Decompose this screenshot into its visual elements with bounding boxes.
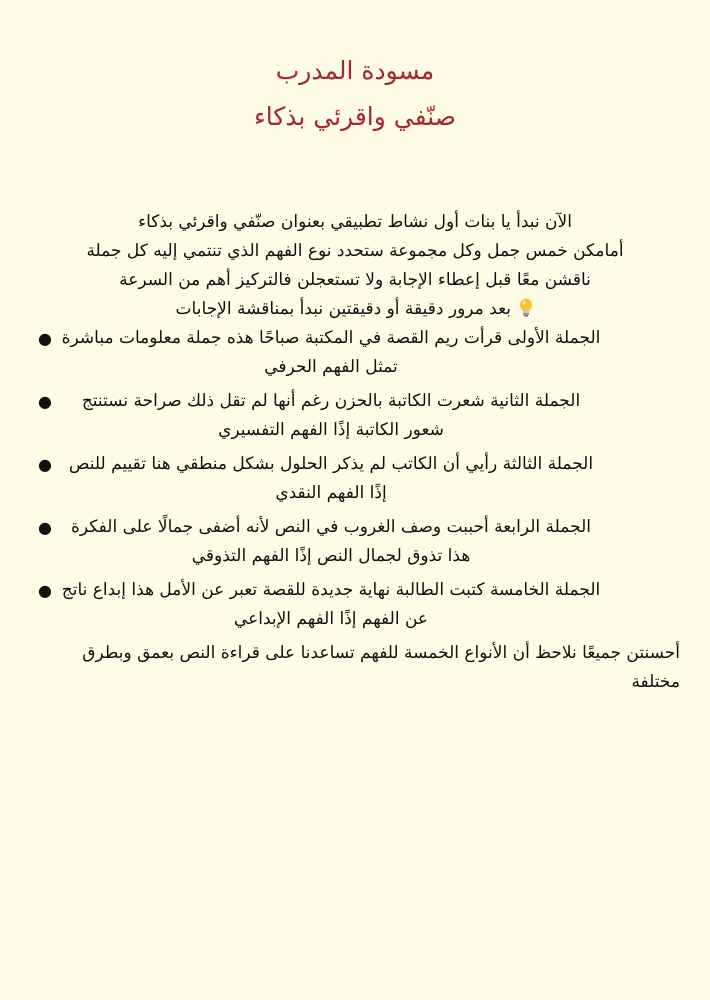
bullet-icon: ●: [38, 581, 52, 600]
intro-line: ناقشن معًا قبل إعطاء الإجابة ولا تستعجلن فالتركيز أهم من السرعة: [119, 270, 591, 290]
bullet-icon: ●: [38, 392, 52, 411]
tip-text: بعد مرور دقيقة أو دقيقتين نبدأ بمناقشة الإجابات: [175, 299, 512, 319]
bullet-icon: ●: [38, 329, 52, 348]
bullet-icon: ●: [38, 518, 52, 537]
sentence-text: الجملة الأولى قرأت ريم القصة في المكتبة صباحًا هذه جملة معلومات مباشرة تمثل الفهم الحرفي: [61, 328, 601, 377]
intro-line: الآن نبدأ يا بنات أول نشاط تطبيقي بعنوان صنّفي واقرئي بذكاء: [138, 212, 572, 232]
list-item: [38, 513, 602, 576]
lightbulb-icon: [518, 298, 534, 318]
sentence-text: الجملة الرابعة أحببت وصف الغروب في النص لأنه أضفى جمالًا على الفكرة هذا تذوق لجمال النص إذًا الفهم التذوقي: [70, 517, 592, 566]
sentence-list: [30, 324, 680, 639]
intro-line: أمامكن خمس جمل وكل مجموعة ستحدد نوع الفهم الذي تنتمي إليه كل جملة: [86, 241, 624, 261]
list-item: [38, 324, 602, 387]
tip-line: [45, 295, 665, 324]
sentence-text: الجملة الثانية شعرت الكاتبة بالحزن رغم أنها لم تقل ذلك صراحة نستنتج شعور الكاتبة إذًا الفهم التفسيري: [81, 391, 581, 440]
document-header: [30, 48, 680, 140]
header-title: مسودة المدرب: [275, 56, 435, 85]
closing-paragraph: أحسنتن جميعًا نلاحظ أن الأنواع الخمسة للفهم تساعدنا على قراءة النص بعمق وبطرق مختلفة: [82, 643, 680, 692]
intro-paragraphs: [45, 208, 665, 324]
document-body: [30, 208, 680, 697]
sentence-text: الجملة الخامسة كتبت الطالبة نهاية جديدة للقصة تعبر عن الأمل هذا إبداع ناتج عن الفهم إذًا الفهم الإبداعي: [61, 580, 601, 629]
list-item: [38, 576, 602, 639]
list-item: [38, 450, 602, 513]
bullet-icon: ●: [38, 455, 52, 474]
sentence-text: الجملة الثالثة رأيي أن الكاتب لم يذكر الحلول بشكل منطقي هنا تقييم للنص إذًا الفهم النقدي: [68, 454, 594, 503]
list-item: [38, 387, 602, 450]
activity-title: صنّفي واقرئي بذكاء: [253, 102, 457, 131]
